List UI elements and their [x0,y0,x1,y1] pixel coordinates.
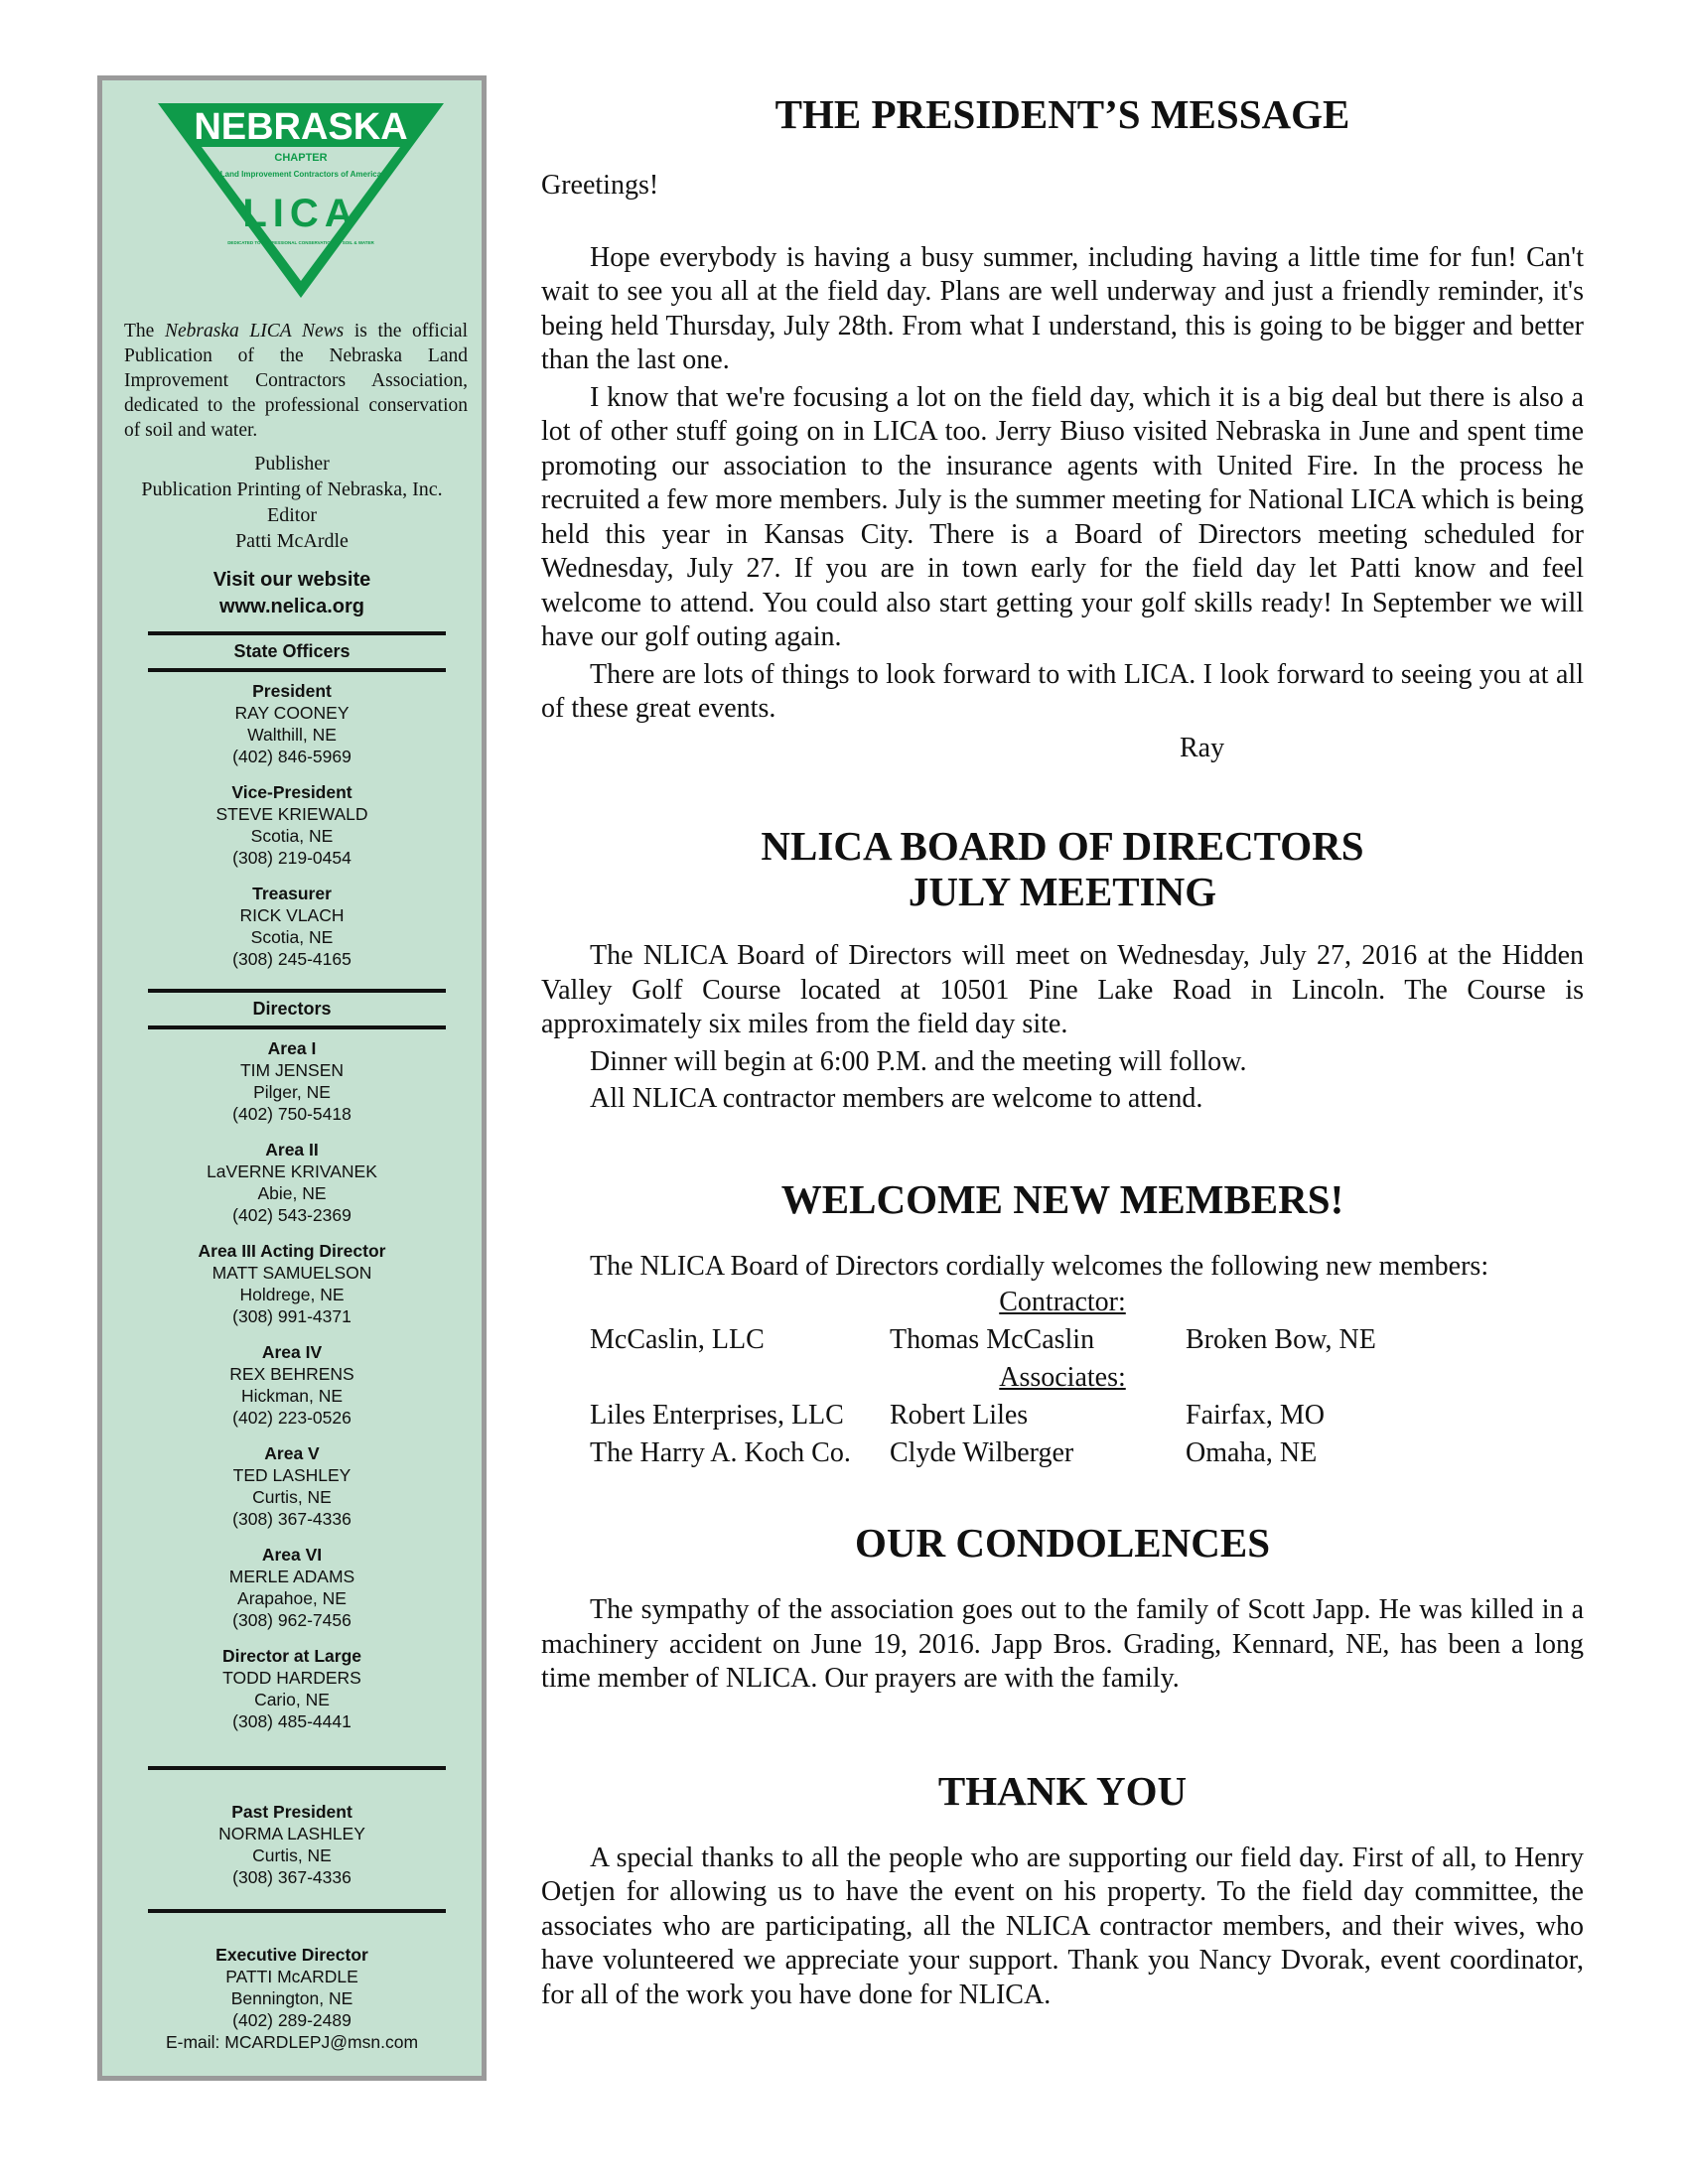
associates-label: Associates: [999,1361,1126,1393]
officer-role: Area I [267,1038,317,1058]
officer-name: TED LASHLEY [232,1465,352,1485]
new-members-table [541,1284,1584,1472]
thank-you-text: A special thanks to all the people who are supporting our field day. First of all, to Henry Oetjen for allowing us to have the event on his property. To the field day committee, the associates who are participating, all the NLICA contractor members, and their wives, who have volunteered we appreciate your support. Thank you Nancy Dvorak, event coordinator, for all of the work you have done for NLICA. [541,1842,1584,2010]
member-company: Liles Enterprises, LLC [590,1399,844,1431]
officer-phone: (308) 219-0454 [232,848,352,868]
officer-role: Past President [231,1802,352,1822]
officer-role: Area VI [261,1545,323,1565]
divider-rule [148,989,446,993]
officer-role: Area IV [261,1342,323,1362]
condolences-text: The sympathy of the association goes out to the family of Scott Japp. He was killed in a machinery accident on June 19, 2016. Japp Bros. Grading, Kennard, NE, has been a long time member of NLICA. Our prayers are with the family. [541,1594,1584,1694]
about-suffix: is the official Publication of the Nebraska Land Improvement Contractors Association, dedicated to the professional conservation of soil and water. [124,321,468,441]
divider-rule [148,1909,446,1913]
associates-label-row [541,1359,1584,1397]
state-officers-list [102,680,482,984]
new-members-intro: The NLICA Board of Directors cordially welcomes the following new members: [590,1250,1489,1282]
executive-director-block [102,1944,482,2067]
officer-entry [102,1442,482,1530]
thank-you-title: THANK YOU [937,1767,1188,1814]
about-prefix: The [124,321,165,341]
board-paragraph-1: The NLICA Board of Directors will meet on Wednesday, July 27, 2016 at the Hidden Valley Golf Course located at 10501 Pine Lake Road in Lincoln. The Course is approximately six miles from the field day site. [541,940,1584,1039]
member-contact: Clyde Wilberger [890,1436,1074,1468]
website-link[interactable]: www.nelica.org [219,596,364,617]
publication-description [124,319,468,443]
officer-phone: (308) 367-4336 [232,1509,352,1529]
officer-name: PATTI McARDLE [225,1967,358,1986]
officer-town: Scotia, NE [250,927,334,947]
directors-list [102,1037,482,1746]
president-paragraph-2: I know that we're focusing a lot on the field day, which it is a big deal but there is also a lot of other stuff going on in LICA too. Jerry Biuso visited Nebraska in June and spent time promoting our association to the insurance agents with United Fire. In the process he recruited a few more members. July is the summer meeting for National LICA which is being held this year in Kansas City. There is a Board of Directors meeting scheduled for Wednesday, July 27. If you are in town early for the field day let Patti know and feel welcome to attend. You could also start getting your golf skills ready! In September we will have our golf outing again. [541,381,1584,652]
officer-role: President [252,681,332,701]
president-paragraph-1: Hope everybody is having a busy summer, including having a little time for fun! Can't wait to see you all at the field day. Plans are well underway and just a friendly reminder, it's being held Thursday, July 28th. From what I understand, this is going to be bigger and better than the last one. [541,241,1584,375]
officer-phone: (402) 846-5969 [232,747,352,766]
officer-entry [102,781,482,869]
officer-entry [102,1037,482,1125]
member-location: Omaha, NE [1186,1436,1318,1468]
officer-town: Hickman, NE [240,1386,344,1406]
officer-role: Area II [265,1140,319,1160]
officer-town: Bennington, NE [230,1988,353,2008]
divider-rule [148,1766,446,1770]
member-location: Broken Bow, NE [1186,1323,1376,1355]
officer-entry [102,1801,482,1888]
officer-role: Area III Acting Director [198,1241,386,1261]
officer-name: NORMA LASHLEY [218,1824,365,1843]
member-company: McCaslin, LLC [590,1323,765,1355]
officer-phone: (402) 223-0526 [232,1408,352,1428]
officer-name: MATT SAMUELSON [211,1263,372,1283]
member-contact: Thomas McCaslin [890,1323,1095,1355]
officer-town: Abie, NE [257,1183,327,1203]
officer-phone: (308) 245-4165 [232,949,352,969]
logo-tagline: Land Improvement Contractors of America [219,170,382,179]
officer-phone: (402) 750-5418 [232,1104,352,1124]
officer-name: TIM JENSEN [239,1060,345,1080]
officer-name: MERLE ADAMS [228,1567,355,1586]
officer-town: Scotia, NE [250,826,334,846]
officer-name: TODD HARDERS [222,1668,361,1688]
table-row [541,1321,1584,1359]
officer-phone: (402) 289-2489 [232,2010,352,2030]
divider-rule [148,668,446,672]
officer-role: Vice-President [231,782,352,802]
officer-email: E-mail: MCARDLEPJ@msn.com [165,2032,419,2052]
logo-chapter: CHAPTER [274,152,328,164]
officer-town: Walthill, NE [247,725,337,745]
officer-entry [102,1544,482,1631]
condolences-title: OUR CONDOLENCES [854,1520,1271,1566]
president-paragraph-3: There are lots of things to look forward to with LICA. I look forward to seeing you at all of these great events. [541,658,1584,724]
officer-entry [102,1240,482,1327]
officer-entry [102,1944,482,2053]
logo-state: NEBRASKA [194,106,408,148]
officer-town: Cario, NE [254,1690,330,1709]
officer-phone: (308) 367-4336 [232,1867,352,1887]
officer-role: Director at Large [221,1646,362,1666]
officer-name: REX BEHRENS [229,1364,354,1384]
officer-entry [102,680,482,767]
website-block [102,567,482,620]
officer-entry [102,1139,482,1226]
officer-entry [102,1341,482,1429]
member-location: Fairfax, MO [1186,1399,1325,1431]
officer-phone: (308) 991-4371 [232,1306,352,1326]
officer-town: Curtis, NE [252,1845,332,1865]
greeting: Greetings! [541,170,659,201]
editor-label: Editor [267,504,317,526]
officer-town: Holdrege, NE [239,1285,345,1304]
new-members-title: WELCOME NEW MEMBERS! [780,1175,1344,1222]
officer-role: Treasurer [252,884,332,903]
publisher-name: Publication Printing of Nebraska, Inc. [141,478,443,500]
publisher-label: Publisher [254,453,330,475]
publication-title: Nebraska LICA News [164,321,345,341]
nebraska-lica-logo [152,95,450,304]
officer-entry [102,1645,482,1732]
officer-phone: (308) 485-4441 [232,1711,352,1731]
officer-entry [102,883,482,970]
divider-rule [148,631,446,635]
board-paragraph-2: Dinner will begin at 6:00 P.M. and the meeting will follow. [590,1045,1247,1077]
member-company: The Harry A. Koch Co. [590,1436,851,1468]
contractor-label-row [541,1284,1584,1321]
officer-town: Arapahoe, NE [237,1588,347,1608]
divider-rule [148,1025,446,1029]
officer-town: Pilger, NE [253,1082,331,1102]
board-meeting-title-line1: NLICA BOARD OF DIRECTORS [761,823,1364,869]
officer-name: RAY COONEY [234,703,350,723]
officer-name: RICK VLACH [239,905,345,925]
officer-name: STEVE KRIEWALD [215,804,368,824]
directors-heading: Directors [252,999,332,1019]
main-content [541,69,1584,2012]
logo-acronym: LICA [242,192,359,235]
visit-label: Visit our website [212,569,371,591]
officer-role: Executive Director [215,1945,368,1965]
editor-name: Patti McArdle [235,530,349,552]
past-president-block [102,1801,482,1902]
board-paragraph-3: All NLICA contractor members are welcome to attend. [590,1083,1203,1114]
table-row [541,1397,1584,1434]
president-message-title: THE PRESIDENT’S MESSAGE [774,91,1350,137]
board-meeting-title-line2: JULY MEETING [908,869,1217,914]
masthead-credits [102,451,482,554]
officer-phone: (308) 962-7456 [232,1610,352,1630]
state-officers-heading: State Officers [233,641,351,661]
table-row [541,1434,1584,1472]
officer-town: Curtis, NE [252,1487,332,1507]
signature: Ray [1180,732,1225,763]
sidebar [97,75,487,2081]
officer-name: LaVERNE KRIVANEK [207,1161,377,1181]
officer-phone: (402) 543-2369 [232,1205,352,1225]
contractor-label: Contractor: [999,1286,1126,1317]
officer-role: Area V [264,1443,320,1463]
logo-motto: DEDICATED TO PROFESSIONAL CONSERVATION OF SOIL & WATER [227,240,374,245]
member-contact: Robert Liles [890,1399,1029,1431]
